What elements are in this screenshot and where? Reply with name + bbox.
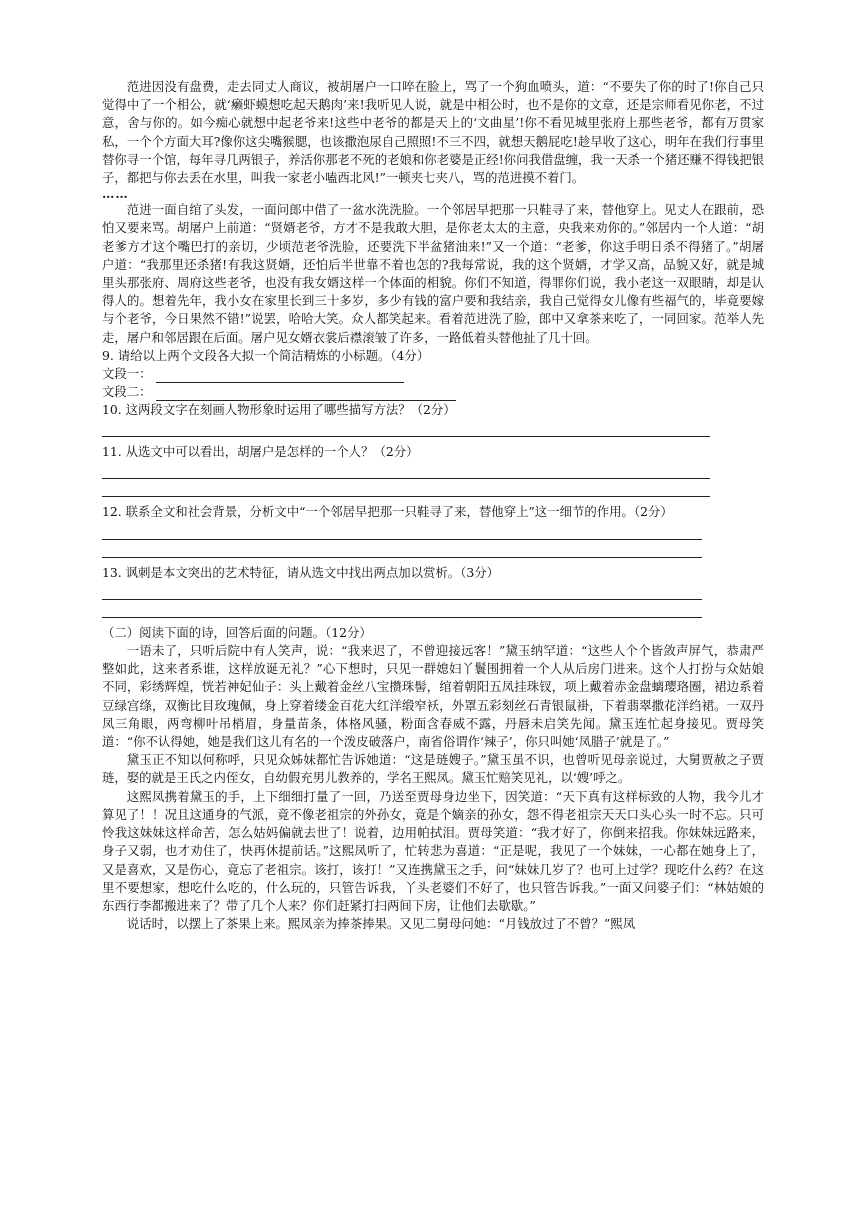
q9-answer-row-1	[102, 365, 764, 383]
q13-answer-line-1[interactable]	[102, 582, 702, 600]
question-10: 10. 这两段文字在刻画人物形象时运用了哪些描写方法？（2分）	[102, 402, 456, 418]
q12-answer-line-1[interactable]	[102, 522, 702, 540]
passage1-paragraph1: 范进因没有盘费，走去同丈人商议，被胡屠户一口啐在脸上，骂了一个狗血喷头，道：“不要失了你的时了!你自己只觉得中了一个相公，就‘癞虾蟆想吃起天鹅肉’来!我听见人说，就是中相公时，也不是你的文章，还是宗师看见你老，不过意，舍与你的。如今痴心就想中起老爷来!这些中老爷的都是天上的‘文曲星’!你不看见城里张府上那些老爷，都有万贯家私，一个个方面大耳?像你这尖嘴猴腮，也该撒泡尿自己照照!不三不四，就想天鹅屁吃!趁早收了这心，明年在我们行事里替你寻一个馆，每年寻几两银子，养活你那老不死的老娘和你老婆是正经!你问我借盘缠，我一天杀一个猪还赚不得钱把银子，都把与你去丢在水里，叫我一家老小嗑西北风!”一顿夹七夹八，骂的范进摸不着门。	[102, 79, 764, 186]
question-12: 12. 联系全文和社会背景，分析文中“一个邻居早把那一只鞋寻了来，替他穿上”这一细节的作用。（2分）	[102, 504, 673, 520]
q9-answer-row-2	[102, 383, 764, 401]
q12-answer-line-2[interactable]	[102, 540, 702, 558]
exam-page	[102, 78, 764, 933]
q11-answer-line-1[interactable]	[102, 461, 710, 479]
question-11: 11. 从选文中可以看出，胡屠户是怎样的一个人？（2分）	[102, 444, 419, 460]
question-13: 13. 讽刺是本文突出的艺术特征，请从选文中找出两点加以赏析。（3分）	[102, 564, 500, 580]
q9-answer-blank-2[interactable]	[156, 387, 456, 401]
q10-answer-line[interactable]	[102, 419, 710, 437]
section2-heading: （二）阅读下面的诗，回答后面的问题。（12分）	[102, 624, 372, 640]
q11-answer-line-2[interactable]	[102, 479, 710, 497]
section2-paragraph2: 黛玉正不知以何称呼，只见众姊妹都忙告诉她道：“这是琏嫂子。”黛玉虽不识，也曾听见母亲说过，大舅贾赦之子贾琏，娶的就是王氏之内侄女，自幼假充男儿教养的，学名王熙凤。黛玉忙赔笑见礼，以‘嫂’呼之。	[102, 752, 764, 786]
q13-answer-line-2[interactable]	[102, 600, 702, 618]
section2-paragraph1: 一语未了，只听后院中有人笑声，说：“我来迟了，不曾迎接远客！”黛玉纳罕道：“这些人个个皆敛声屏气，恭肃严整如此，这来者系谁，这样放诞无礼？”心下想时，只见一群媳妇丫鬟围拥着一个人从后房门进来。这个人打扮与众姑娘不同，彩绣辉煌，恍若神妃仙子：头上戴着金丝八宝攒珠髻，绾着朝阳五凤挂珠钗，项上戴着赤金盘螭璎珞圈，裙边系着豆绿宫绦，双衡比目玫瑰佩，身上穿着缕金百花大红洋缎窄袄，外罩五彩刻丝石青银鼠褂，下着翡翠撒花洋绉裙。一双丹凤三角眼，两弯柳叶吊梢眉，身量苗条，体格风骚，粉面含春威不露，丹唇未启笑先闻。黛玉连忙起身接见。贾母笑道：“你不认得她，她是我们这儿有名的一个泼皮破落户，南省俗谓作‘辣子’，你只叫她‘凤腊子’就是了。”	[102, 643, 764, 750]
section2-paragraph4: 说话时，以摆上了茶果上来。熙凤亲为捧茶捧果。又见二舅母问她：“月钱放过了不曾？”熙凤	[126, 916, 636, 932]
section2-paragraph3: 这熙凤携着黛玉的手，上下细细打量了一回，乃送至贾母身边坐下，因笑道：“天下真有这样标致的人物，我今儿才算见了！！况且这通身的气派，竟不像老祖宗的外孙女，竟是个嫡亲的孙女，怨不得老祖宗天天口头心头一时不忘。只可怜我这妹妹这样命苦，怎么姑妈偏就去世了！说着，边用帕拭泪。贾母笑道：“我才好了，你倒来招我。你妹妹远路来，身子又弱，也才劝住了，快再休提前话。”这熙凤听了，忙转悲为喜道：“正是呢，我见了一个妹妹，一心都在她身上了，又是喜欢，又是伤心，竟忘了老祖宗。该打，该打！”又连携黛玉之手，问“妹妹几岁了？也可上过学？现吃什么药？在这里不要想家，想吃什么吃的，什么玩的，只管告诉我，丫头老婆们不好了，也只管告诉我。”一面又问婆子们：“林姑娘的东西行李都搬进来了？带了几个人来？你们赶紧打扫两间下房，让他们去歇歇。”	[102, 788, 764, 913]
question-9: 9. 请给以上两个文段各大拟一个简洁精炼的小标题。（4分）	[102, 347, 430, 363]
q9-label-2: 文段二：	[102, 383, 152, 399]
passage1-paragraph2: 范进一面自绾了头发，一面问郎中借了一盆水洗洗脸。一个邻居早把那一只鞋寻了来，替他穿上。见丈人在跟前，恐怕又要来骂。胡屠户上前道：“贤婿老爷，方才不是我敢大胆，是你老太太的主意，央我来劝你的。”邻居内一个人道：“胡老爹方才这个嘴巴打的亲切，少顷范老爷洗脸，还要洗下半盆猪油来!”又一个道：“老爹，你这手明日杀不得猪了。”胡屠户道：“我那里还杀猪!有我这贤婿，还怕后半世靠不着也怎的?我每常说，我的这个贤婿，才学又高，品貌又好，就是城里头那张府、周府这些老爷，也没有我女婿这样一个体面的相貌。你们不知道，得罪你们说，我小老这一双眼睛，却是认得人的。想着先年，我小女在家里长到三十多岁，多少有钱的富户要和我结亲，我自己觉得女儿像有些福气的，毕竟要嫁与个老爷，今日果然不错!”说罢，哈哈大笑。众人都笑起来。看着范进洗了脸，郎中又拿茶来吃了，一同回家。范举人先走，屠户和邻居跟在后面。屠户见女婿衣裳后襟滚皱了许多，一路低着头替他扯了几十回。	[102, 202, 764, 345]
q9-answer-blank-1[interactable]	[156, 369, 404, 383]
q9-label-1: 文段一：	[102, 365, 152, 381]
ellipsis: ……	[102, 186, 129, 202]
